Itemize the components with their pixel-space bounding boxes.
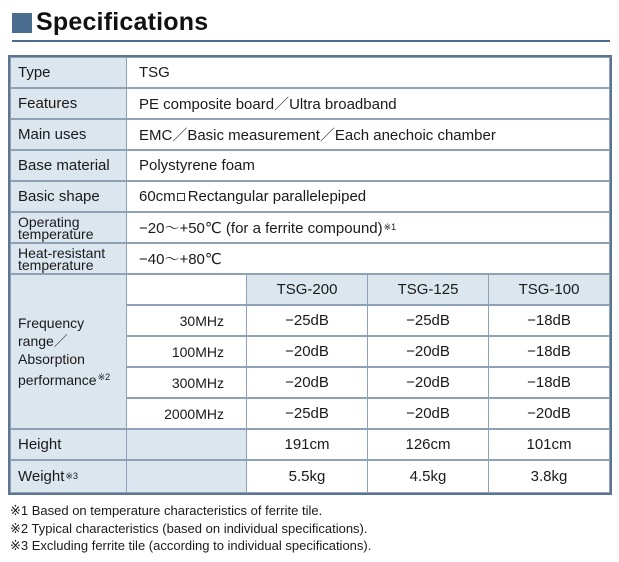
label-frequency-absorption — [10, 274, 127, 429]
absorption-value: −25dB — [246, 398, 368, 429]
note-mark-3: ※3 — [65, 471, 78, 481]
basic-shape-form: Rectangular parallelepiped — [187, 188, 367, 205]
operating-temperature-text: −20～+50℃ (for a ferrite compound) — [139, 220, 383, 237]
freq-30mhz: 30MHz — [126, 305, 247, 336]
value-heat-resistant-temperature: −40～+80℃ — [126, 243, 610, 274]
weight-value: 5.5kg — [246, 460, 368, 493]
height-blank — [126, 429, 247, 460]
label-features: Features — [10, 88, 127, 119]
absorption-value: −20dB — [367, 367, 489, 398]
value-operating-temperature — [126, 212, 610, 243]
absorption-value: −20dB — [246, 336, 368, 367]
page-title: Specifications — [36, 8, 209, 36]
label-heat-resistant-temperature — [10, 243, 127, 274]
label-freq-performance: performance — [18, 372, 97, 388]
label-freq-line1: Frequency — [18, 315, 85, 331]
weight-value: 4.5kg — [367, 460, 489, 493]
height-value: 191cm — [246, 429, 368, 460]
page-header — [12, 6, 610, 42]
label-weight-text: Weight — [18, 468, 65, 485]
label-type: Type — [10, 57, 127, 88]
label-heat-line1: Heat-resistant — [18, 244, 106, 261]
label-weight — [10, 460, 127, 493]
absorption-value: −20dB — [367, 398, 489, 429]
value-features: PE composite board／Ultra broadband — [126, 88, 610, 119]
footnotes — [10, 502, 371, 555]
absorption-value: −25dB — [367, 305, 489, 336]
label-operating-temperature — [10, 212, 127, 243]
label-heat-line2: temperature — [18, 256, 94, 273]
value-base-material: Polystyrene foam — [126, 150, 610, 181]
note-mark-1: ※1 — [383, 222, 397, 232]
absorption-value: −18dB — [488, 305, 610, 336]
value-type: TSG — [126, 57, 610, 88]
weight-value: 3.8kg — [488, 460, 610, 493]
label-height: Height — [10, 429, 127, 460]
square-symbol-icon — [177, 193, 185, 201]
title-square-icon — [12, 13, 32, 33]
footnote-2: ※2 Typical characteristics (based on individual specifications). — [10, 520, 368, 536]
model-header-blank — [126, 274, 247, 305]
footnote-1: ※1 Based on temperature characteristics of ferrite tile. — [10, 503, 323, 518]
absorption-value: −18dB — [488, 367, 610, 398]
label-freq-line3: Absorption — [18, 351, 85, 367]
label-basic-shape: Basic shape — [10, 181, 127, 212]
height-value: 126cm — [367, 429, 489, 460]
absorption-value: −25dB — [246, 305, 368, 336]
title-rule — [12, 40, 610, 42]
note-mark-2: ※2 — [97, 372, 111, 382]
freq-100mhz: 100MHz — [126, 336, 247, 367]
height-value: 101cm — [488, 429, 610, 460]
absorption-value: −20dB — [367, 336, 489, 367]
model-header-tsg-200: TSG-200 — [246, 274, 368, 305]
label-operating-line2: temperature — [18, 225, 94, 242]
absorption-value: −18dB — [488, 336, 610, 367]
freq-300mhz: 300MHz — [126, 367, 247, 398]
absorption-value: −20dB — [246, 367, 368, 398]
basic-shape-size: 60cm — [139, 188, 176, 205]
model-header-tsg-100: TSG-100 — [488, 274, 610, 305]
absorption-value: −20dB — [488, 398, 610, 429]
label-operating-line1: Operating — [18, 213, 80, 230]
freq-2000mhz: 2000MHz — [126, 398, 247, 429]
weight-blank — [126, 460, 247, 493]
model-header-tsg-125: TSG-125 — [367, 274, 489, 305]
label-freq-line4 — [18, 368, 110, 389]
label-main-uses: Main uses — [10, 119, 127, 150]
label-freq-line2: range／ — [18, 333, 68, 349]
label-base-material: Base material — [10, 150, 127, 181]
value-basic-shape — [126, 181, 610, 212]
value-main-uses: EMC／Basic measurement／Each anechoic chamber — [126, 119, 610, 150]
footnote-3: ※3 Excluding ferrite tile (according to individual specifications). — [10, 538, 372, 553]
